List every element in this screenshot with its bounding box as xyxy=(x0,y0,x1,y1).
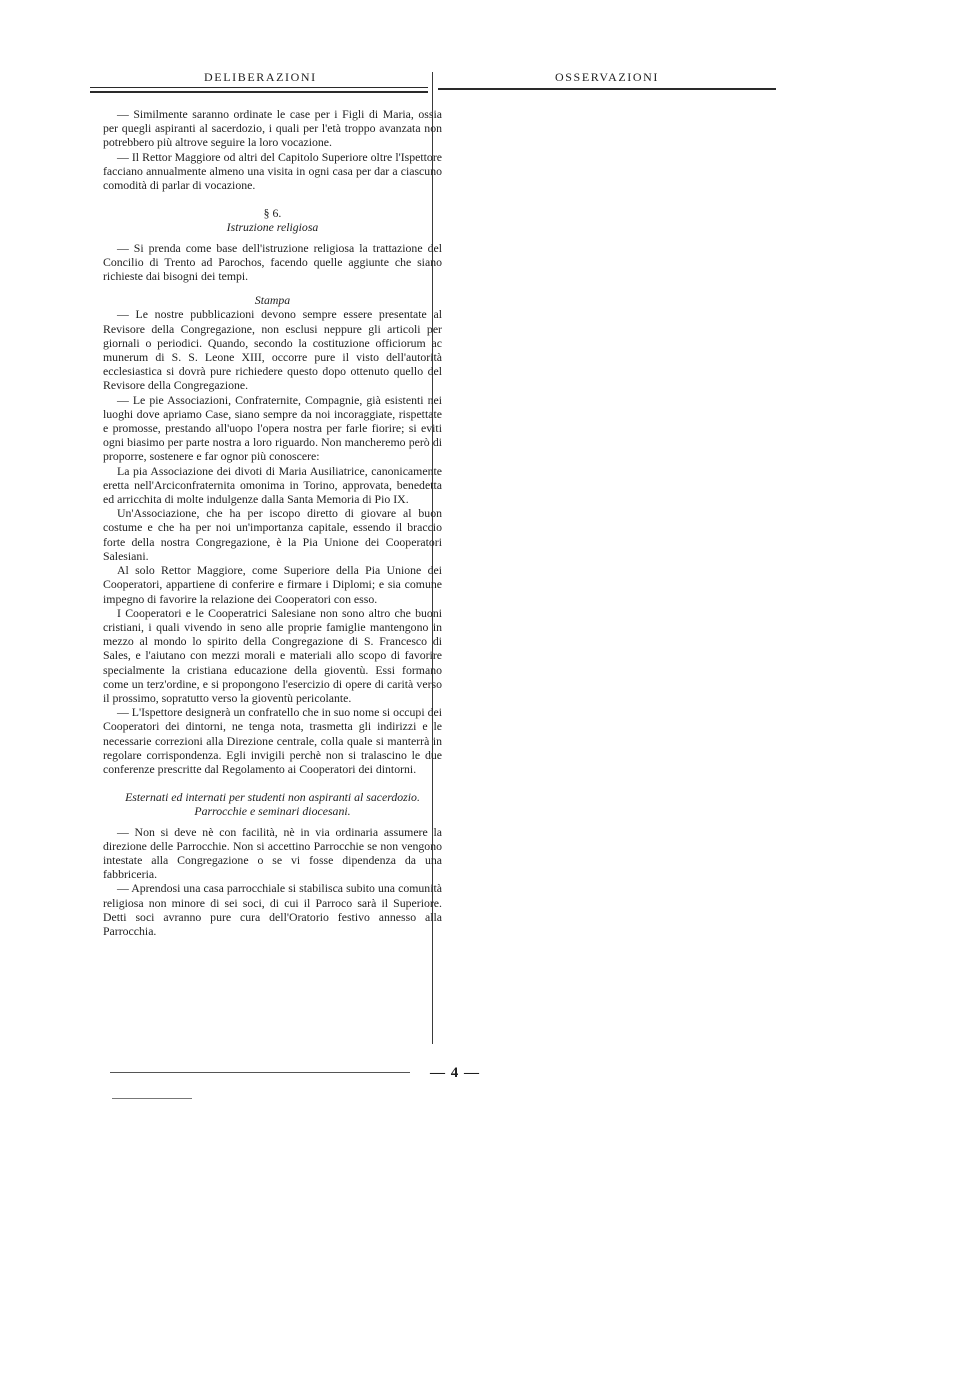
section-title-istruzione: Istruzione religiosa xyxy=(226,220,319,235)
header-rule-left-thin xyxy=(90,87,428,88)
header-osservazioni: OSSERVAZIONI xyxy=(555,70,660,84)
paragraph-parrocchie: — Non si deve nè con facilità, nè in via ordinaria assumere la direzione delle Parrocchie. Non si accettino Parrocchie se non vengono intestate alla Congregazione o se vi fosse dipendenza da una fabbriceria. xyxy=(103,824,442,882)
section-number: § 6. xyxy=(263,206,282,221)
header-rule-right xyxy=(438,88,776,90)
header-rule-left xyxy=(90,91,428,93)
paragraph-pia-unione: Un'Associazione, che ha per iscopo diretto di giovare al buon costume e che ha per noi un'importanza capitale, essendo il braccio forte della nostra Congregazione, è la Pia Unione dei Cooperatori Salesiani. xyxy=(103,506,442,563)
paragraph-rettor-maggiore-visita: — Il Rettor Maggiore od altri del Capitolo Superiore oltre l'Ispettore facciano annualmente almeno una visita in ogni casa per dar a ciascuno comodità di parlar di vocazione. xyxy=(103,149,442,193)
paragraph-pie-associazioni: — Le pie Associazioni, Confraternite, Compagnie, già esistenti nei luoghi dove apriamo Case, siano sempre da noi incoraggiate, rispettate e promosse, prestando all'uopo l'opera nostra per farle fiorire; si eviti ogni biasimo per parte nostra a loro riguardo. Non mancheremo però di proporre, sostenere e far ognor più conoscere: xyxy=(103,392,442,464)
footer-rule xyxy=(110,1072,410,1073)
paragraph-cooperatori: I Cooperatori e le Cooperatrici Salesiane non sono altro che buoni cristiani, i quali vivendo in seno alle proprie famiglie mantengono in mezzo al mondo lo spirito della Congregazione di S. Francesco di Sales, e l'aiutano con mezzi morali e materiali allo scopo di favorire specialmente la cristiana educazione della gioventù. Essi formano come un terz'ordine, e si propongono l'esercizio di opere di carità verso il prossimo, sopratutto verso la gioventù pericolante. xyxy=(103,605,442,705)
paragraph-pubblicazioni: — Le nostre pubblicazioni devono sempre essere presentate al Revisore della Congregazione, non esclusi neppure gli articoli per giornali o periodici. Quando, secondo la costituzione officiorum ac munerum di S. S. Leone XIII, occorre pure il visto dell'autorità ecclesiastica si dovrà pure richiedere questo dopo ottenuto quello del Revisore della Congregazione. xyxy=(103,307,442,393)
header-deliberazioni: DELIBERAZIONI xyxy=(204,70,317,84)
paragraph-istruzione-religiosa: — Si prenda come base dell'istruzione religiosa la trattazione del Concilio di Trento ad Parochos, facendo quelle aggiunte che siano richieste dai bisogni dei tempi. xyxy=(103,240,442,284)
paragraph-maria-ausiliatrice: La pia Associazione dei divoti di Maria Ausiliatrice, canonicamente eretta nell'Arciconfraternita omonima in Torino, approvata, benedetta ed arricchita di molte indulgenze dalla Santa Memoria di Pio IX. xyxy=(103,463,442,507)
page-number: — 4 — xyxy=(430,1065,480,1081)
deliberazioni-column xyxy=(103,107,442,938)
paragraph-casa-parrocchiale: — Aprendosi una casa parrocchiale si stabilisca subito una comunità religiosa non minore di sei soci, di cui il Parroco sarà il Superiore. Detti soci avranno pure cura dell'Oratorio festivo annesso alla Parrocchia. xyxy=(103,881,442,938)
paragraph-figli-di-maria: — Similmente saranno ordinate le case per i Figli di Maria, ossia per quegli aspiranti al sacerdozio, i quali per l'età troppo avanzata non potrebbero più altrove seguire la loro vocazione. xyxy=(103,107,442,150)
paragraph-diplomi: Al solo Rettor Maggiore, come Superiore della Pia Unione dei Cooperatori, appartiene di conferire e firmare i Diplomi; e sia comune impegno di favorire la relazione dei Cooperatori con esso. xyxy=(103,563,442,606)
section-subtitle-parrocchie: Parrocchie e seminari diocesani. xyxy=(194,804,351,819)
section-title-esternati: Esternati ed internati per studenti non aspiranti al sacerdozio. xyxy=(125,790,420,805)
section-title-stampa: Stampa xyxy=(254,293,291,308)
paragraph-ispettore-cooperatori: — L'Ispettore designerà un confratello che in suo nome si occupi dei Cooperatori dei dintorni, ne tenga nota, trasmetta gli indirizzi e le necessarie correzioni alla Direzione centrale, colla quale si manterrà in regolare corrispondenza. Egli invigili perchè non si tralascino le due conferenze prescritte dal Regolamento ai Cooperatori dei dintorni. xyxy=(103,705,442,776)
footer-rule-short xyxy=(112,1098,192,1099)
